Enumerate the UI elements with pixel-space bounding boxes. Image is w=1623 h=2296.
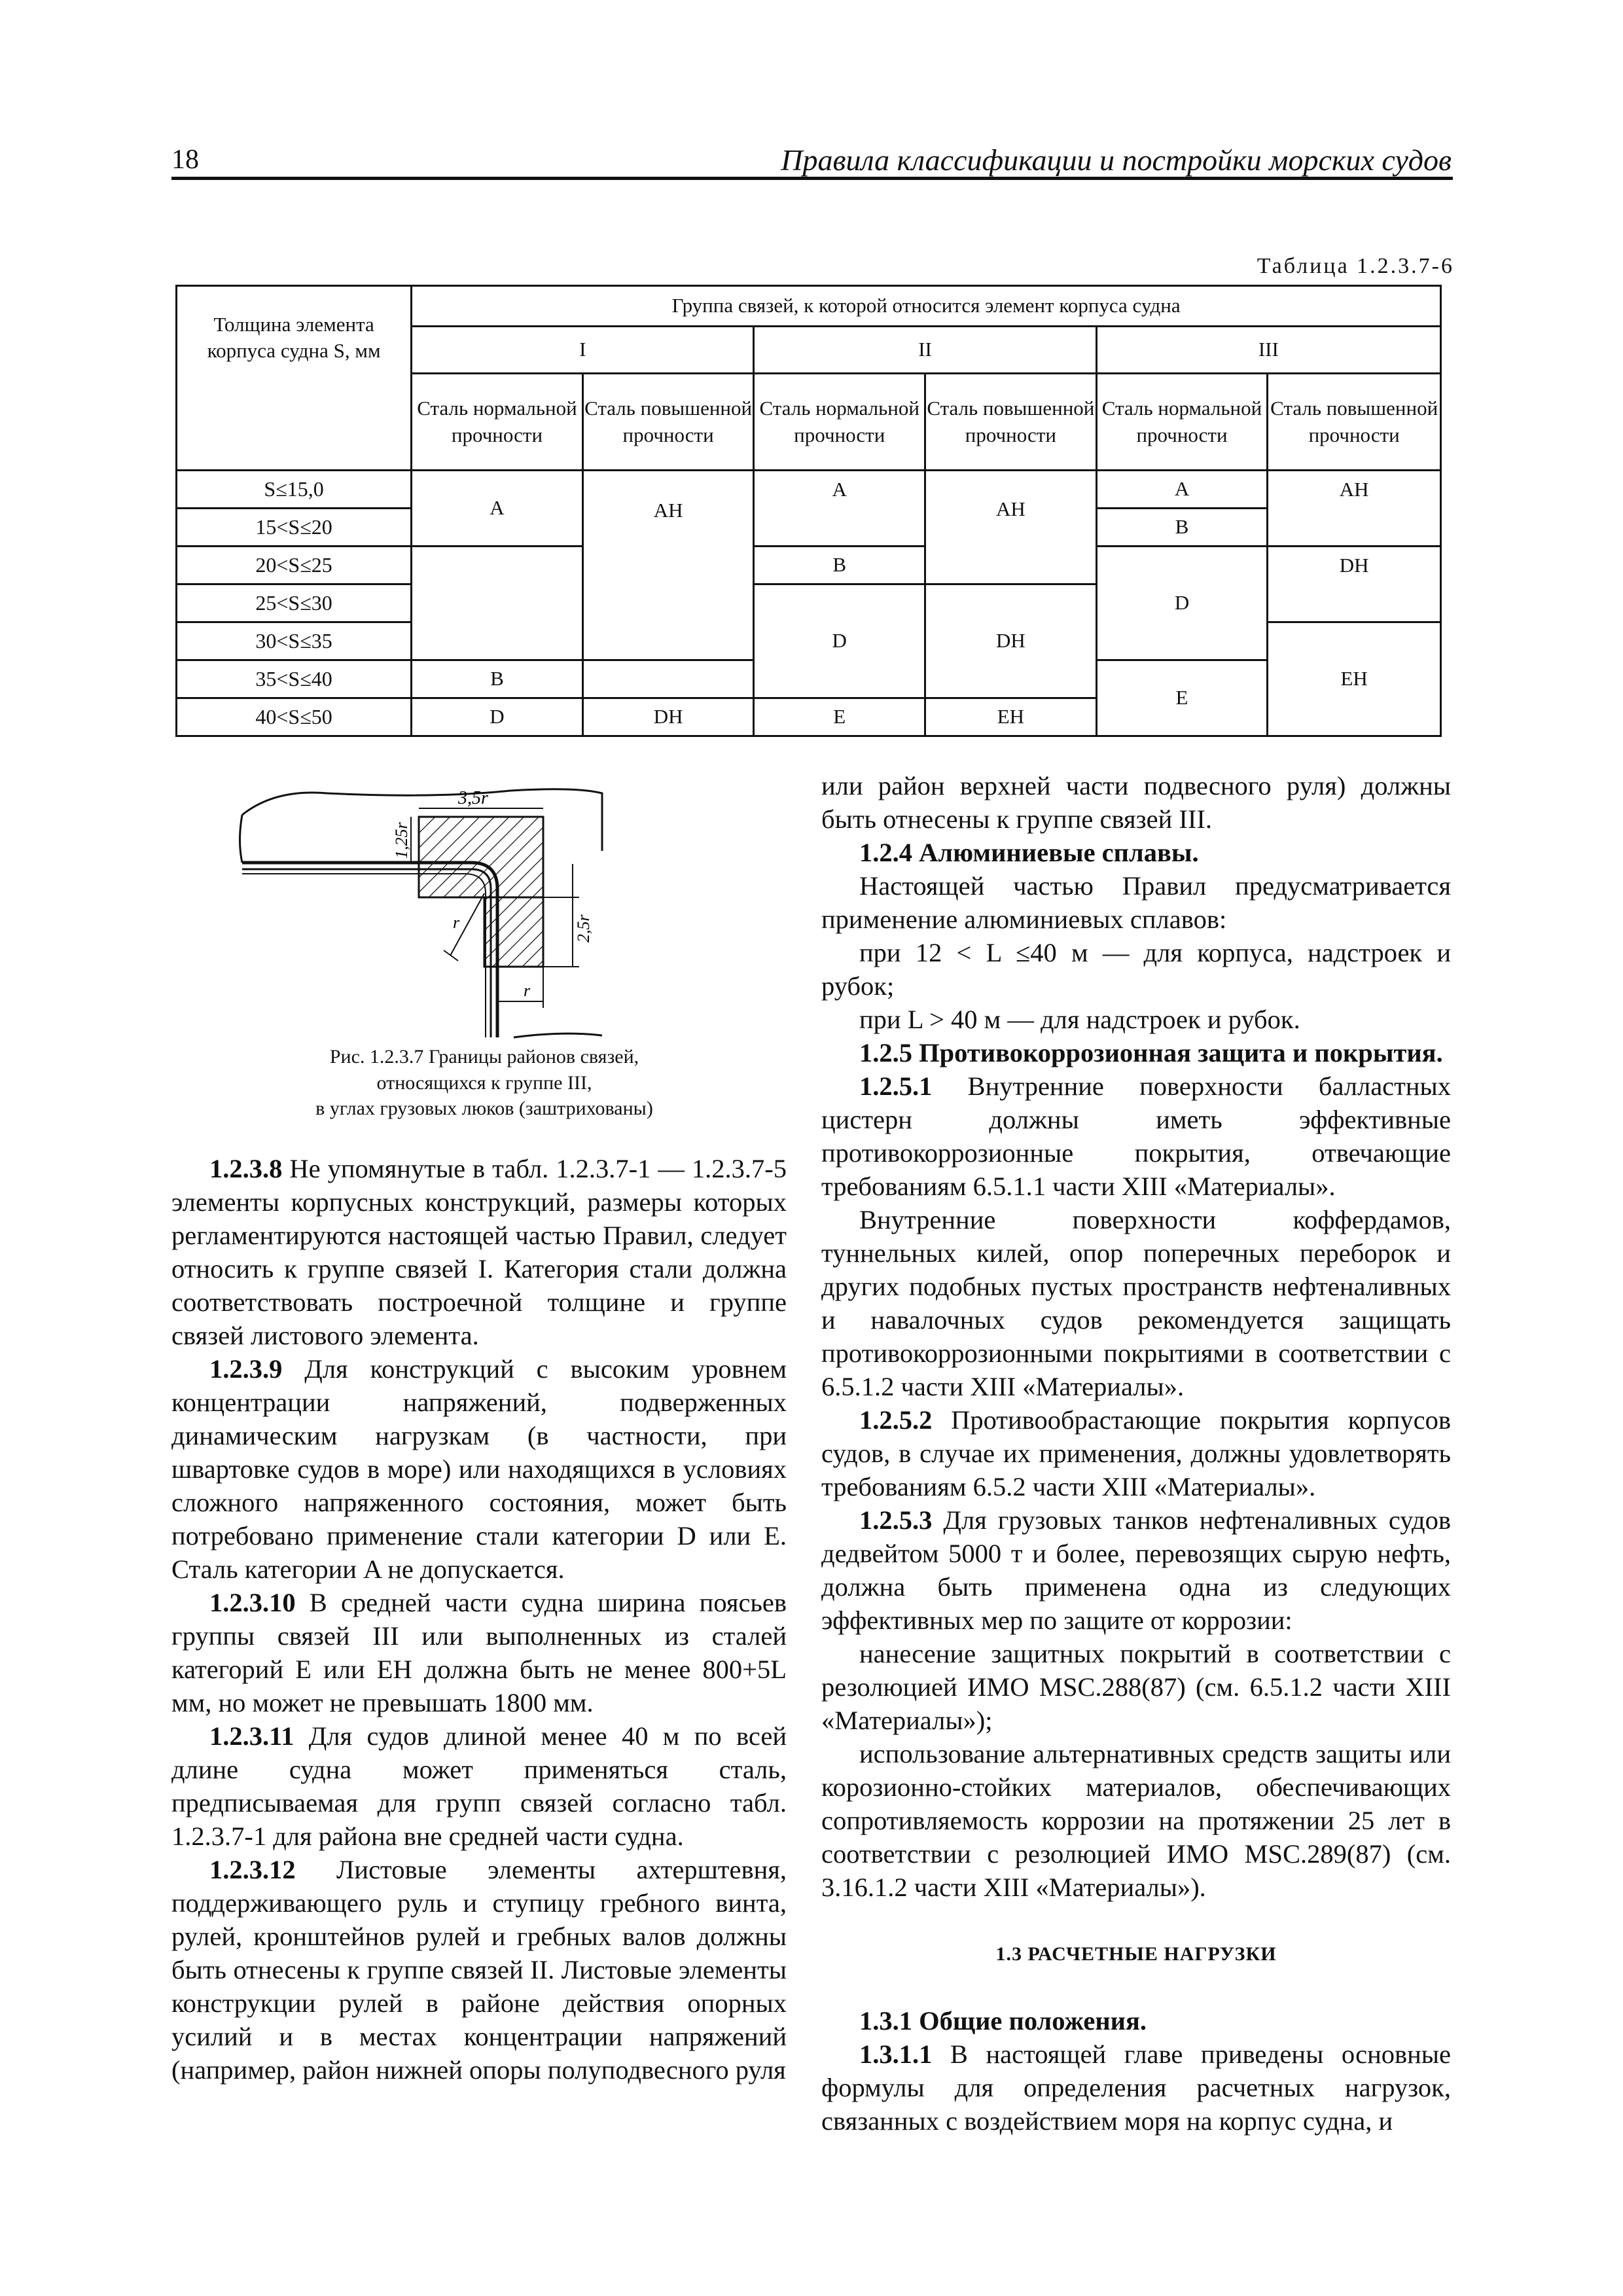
figure-breakline-left	[240, 815, 243, 863]
cell-g1h-dh: DH	[582, 698, 754, 736]
para-1-2-3-12: 1.2.3.12 Листовые элементы ахтерштевня, поддерживающего руль и ступицу гребного винта, рулей, кронштейнов рулей и гребных валов должны быть отнесены к группе связей II. Листовые элементы конструкции рулей в районе действия опорных усилий и в местах концентрации напряжений (например, район нижней опоры полуподвесного руля	[171, 1855, 787, 2085]
header-g3-normal: Сталь нормальной прочности	[1096, 374, 1268, 471]
cell-g1n-a: A	[412, 471, 583, 547]
thickness-row-6: 35<S≤40	[177, 660, 412, 698]
header-g2-high: Сталь повышенной прочности	[925, 374, 1097, 471]
cell-g3n-d: D	[1096, 547, 1268, 660]
cell-g2h-dh: DH	[925, 584, 1097, 698]
cell-g2n-b: B	[754, 547, 925, 584]
dim-bottom-label: r	[524, 981, 531, 1000]
para-1-2-4-b: при L > 40 м — для надстроек и рубок.	[859, 1005, 1300, 1034]
hatch-corner-figure	[236, 779, 654, 1041]
cell-g2n-a: A	[754, 471, 925, 547]
header-thickness: Толщина элемента корпуса судна S, мм	[177, 286, 412, 471]
cell-g1n-d: D	[412, 698, 583, 736]
para-1-2-5-2: 1.2.5.2 Противообрастающие покрытия корпусов судов, в случае их применения, должны удовлетворять требованиям 6.5.2 части XIII «Материалы».	[821, 1405, 1451, 1501]
heading-1-2-4: 1.2.4 Алюминиевые сплавы.	[859, 838, 1199, 867]
thickness-row-2: 15<S≤20	[177, 509, 412, 547]
steel-category-table	[175, 285, 1442, 737]
cell-g1n-empty	[412, 547, 583, 660]
left-column	[171, 1152, 787, 2087]
header-group-1: I	[412, 327, 754, 374]
header-g1-high: Сталь повышенной прочности	[582, 374, 754, 471]
para-1-2-5-1: 1.2.5.1 Внутренние поверхности балластных цистерн должны иметь эффективные противокоррозионные покрытия, отвечающие требованиям 6.5.1.1 части XIII «Материалы».	[821, 1071, 1451, 1201]
para-1-2-3-11: 1.2.3.11 Для судов длиной менее 40 м по всей длине судна может применяться сталь, предписываемая для групп связей согласно табл. 1.2.3.7-1 для района вне средней части судна.	[171, 1721, 787, 1851]
cell-g3n-b: B	[1096, 509, 1268, 547]
heading-1-2-5: 1.2.5 Противокоррозионная защита и покрытия.	[859, 1038, 1443, 1067]
page-number: 18	[171, 145, 199, 175]
thickness-row-5: 30<S≤35	[177, 622, 412, 660]
cell-g1h-empty	[582, 660, 754, 698]
header-rule	[171, 177, 1453, 180]
header-g1-normal: Сталь нормальной прочности	[412, 374, 583, 471]
cell-g3h-dh: DH	[1268, 547, 1441, 622]
header-g2-normal: Сталь нормальной прочности	[754, 374, 925, 471]
cell-g2h-ah: AH	[925, 471, 1097, 584]
figure-breakline-bottom	[514, 1033, 602, 1037]
para-1-2-5-3-b: использование альтернативных средств защиты или корозионно-стойких материалов, обеспечивающих сопротивляемость коррозии на протяжении 25 лет в соответствии с резолюцией ИМО MSC.289(87) (см. 3.16.1.2 части XIII «Материалы»).	[821, 1739, 1451, 1902]
running-title: Правила классификации и постройки морских судов	[781, 143, 1452, 177]
dim-radius-label: r	[453, 913, 460, 932]
figure-caption	[196, 1044, 772, 1122]
cell-g1n-b: B	[412, 660, 583, 698]
thickness-row-7: 40<S≤50	[177, 698, 412, 736]
para-1-3-1-1: 1.3.1.1 В настоящей главе приведены основные формулы для определения расчетных нагрузок, связанных с воздействием моря на корпус судна, и	[821, 2039, 1451, 2136]
header-group: Группа связей, к которой относится элемент корпуса судна	[412, 286, 1441, 327]
figure-caption-line-1: Рис. 1.2.3.7 Границы районов связей,	[329, 1046, 639, 1067]
heading-1-3-1: 1.3.1 Общие положения.	[859, 2006, 1147, 2036]
figure-caption-line-2: относящихся к группе III,	[376, 1071, 592, 1094]
cell-g3h-eh: EH	[1268, 622, 1441, 736]
cell-g3n-a: A	[1096, 471, 1268, 509]
dim-top-label: 3,5r	[458, 788, 488, 808]
para-1-2-3-8: 1.2.3.8 Не упомянутые в табл. 1.2.3.7-1 — 1.2.3.7-5 элементы корпусных конструкций, размеры которых регламентируются настоящей частью Правил, следует относить к группе связей I. Категория стали должна соответствовать построечной толщине и группе связей листового элемента.	[171, 1154, 787, 1350]
dim-left-label: 1,25r	[392, 822, 411, 859]
cell-g2h-eh: EH	[925, 698, 1097, 736]
table-caption: Таблица 1.2.3.7-6	[1257, 254, 1454, 278]
right-column	[821, 769, 1451, 2138]
para-1-2-5-3: 1.2.5.3 Для грузовых танков нефтеналивных судов дедвейтом 5000 т и более, перевозящих сырую нефть, должна быть применена одна из следующих эффективных мер по защите от коррозии:	[821, 1505, 1451, 1635]
para-continued: или район верхней части подвесного руля) должны быть отнесены к группе связей III.	[821, 771, 1451, 834]
hatched-region-top	[419, 817, 543, 897]
figure-caption-line-3: в углах грузовых люков (заштрихованы)	[315, 1098, 653, 1120]
hatched-region-corner	[484, 897, 543, 967]
para-1-2-4: Настоящей частью Правил предусматривается применение алюминиевых сплавов:	[821, 871, 1451, 934]
header-group-2: II	[754, 327, 1096, 374]
cell-g3n-e: E	[1096, 660, 1268, 736]
header-g3-high: Сталь повышенной прочности	[1268, 374, 1441, 471]
section-1-3-title: 1.3 РАСЧЕТНЫЕ НАГРУЗКИ	[995, 1943, 1277, 1965]
cell-g3h-ah: AH	[1268, 471, 1441, 547]
cell-g2n-d: D	[754, 584, 925, 698]
header-group-3: III	[1096, 327, 1440, 374]
thickness-row-4: 25<S≤30	[177, 584, 412, 622]
para-1-2-5-1-b: Внутренние поверхности коффердамов, туннельных килей, опор поперечных переборок и других подобных пустых пространств нефтеналивных и навалочных судов рекомендуется защищать противокоррозионными покрытиями в соответствии с 6.5.1.2 части XIII «Материалы».	[821, 1205, 1451, 1401]
thickness-row-3: 20<S≤25	[177, 547, 412, 584]
para-1-2-5-3-a: нанесение защитных покрытий в соответствии с резолюцией ИМО MSC.288(87) (см. 6.5.1.2 части XIII «Материалы»);	[821, 1639, 1451, 1735]
para-1-2-3-9: 1.2.3.9 Для конструкций с высоким уровнем концентрации напряжений, подверженных динамическим нагрузкам (в частности, при швартовке судов в море) или находящихся в условиях сложного напряженного состояния, может быть потребовано применение стали категории D или E. Сталь категории A не допускается.	[171, 1354, 787, 1584]
dim-right-label: 2,5r	[574, 914, 593, 942]
cell-g1h-ah: AH	[582, 471, 754, 660]
para-1-2-3-10: 1.2.3.10 В средней части судна ширина поясьев группы связей III или выполненных из сталей категорий E или EH должна быть не менее 800+5L мм, но может не превышать 1800 мм.	[171, 1588, 787, 1717]
para-1-2-4-a: при 12 < L ≤40 м — для корпуса, надстроек и рубок;	[821, 938, 1451, 1001]
thickness-row-1: S≤15,0	[177, 471, 412, 509]
cell-g2n-e: E	[754, 698, 925, 736]
